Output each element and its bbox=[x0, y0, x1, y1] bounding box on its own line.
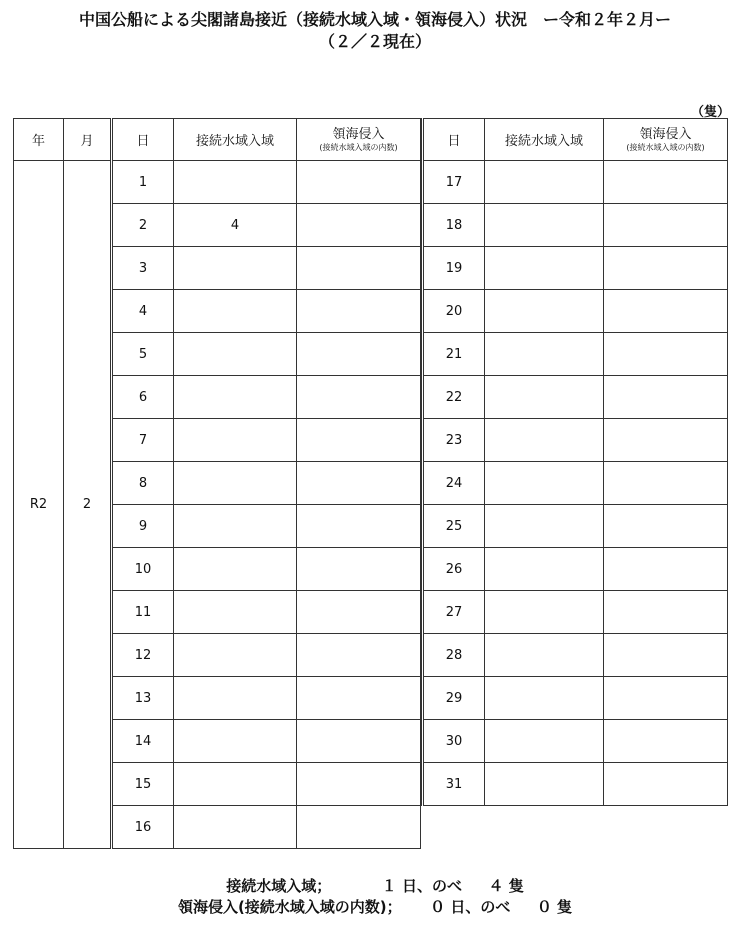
territorial-cell bbox=[604, 161, 728, 204]
day-cell: 25 bbox=[423, 505, 485, 548]
territorial-cell bbox=[604, 333, 728, 376]
day-cell: 4 bbox=[112, 290, 174, 333]
day-cell: 7 bbox=[112, 419, 174, 462]
table-row bbox=[423, 462, 728, 505]
territorial-cell bbox=[297, 720, 421, 763]
day-cell: 1 bbox=[112, 161, 174, 204]
territorial-cell bbox=[297, 677, 421, 720]
table-row bbox=[423, 763, 728, 806]
contiguous-cell bbox=[174, 161, 297, 204]
table-row bbox=[423, 161, 728, 204]
territorial-cell bbox=[604, 247, 728, 290]
table-row bbox=[423, 247, 728, 290]
contiguous-cell bbox=[485, 419, 604, 462]
day-cell: 18 bbox=[423, 204, 485, 247]
day-cell: 13 bbox=[112, 677, 174, 720]
territorial-cell bbox=[297, 247, 421, 290]
contiguous-cell bbox=[174, 548, 297, 591]
contiguous-cell bbox=[174, 806, 297, 849]
territorial-cell bbox=[297, 548, 421, 591]
day-cell: 23 bbox=[423, 419, 485, 462]
day-cell: 3 bbox=[112, 247, 174, 290]
table-header-row bbox=[423, 119, 728, 161]
territorial-cell bbox=[604, 204, 728, 247]
territorial-cell bbox=[604, 548, 728, 591]
contiguous-cell bbox=[485, 462, 604, 505]
table-row bbox=[423, 419, 728, 462]
day-cell: 6 bbox=[112, 376, 174, 419]
territorial-cell bbox=[604, 505, 728, 548]
summary-territorial-label: 領海侵入(接続水域入域の内数)； bbox=[177, 898, 402, 916]
summary-territorial-days: ０ 日、のべ bbox=[430, 898, 511, 916]
territorial-cell bbox=[297, 204, 421, 247]
table-header-row bbox=[14, 119, 421, 161]
report-title: 中国公船による尖閣諸島接近（接続水域入域・領海侵入）状況 ー令和２年２月ー bbox=[78, 10, 671, 29]
header-month: 月 bbox=[64, 119, 112, 161]
contiguous-cell bbox=[174, 591, 297, 634]
day-cell: 19 bbox=[423, 247, 485, 290]
territorial-cell bbox=[604, 591, 728, 634]
day-cell: 22 bbox=[423, 376, 485, 419]
territorial-cell bbox=[297, 290, 421, 333]
territorial-cell bbox=[297, 333, 421, 376]
contiguous-cell bbox=[485, 376, 604, 419]
territorial-cell bbox=[297, 376, 421, 419]
table-row bbox=[423, 548, 728, 591]
header-territorial-label: 領海侵入 bbox=[639, 126, 692, 142]
summary-territorial-count: ０ 隻 bbox=[536, 898, 573, 916]
summary-contiguous-days: １ 日、のべ bbox=[381, 877, 462, 895]
day-cell: 20 bbox=[423, 290, 485, 333]
header-contiguous: 接続水域入域 bbox=[485, 119, 604, 161]
contiguous-cell bbox=[174, 247, 297, 290]
contiguous-cell bbox=[174, 634, 297, 677]
day-cell: 9 bbox=[112, 505, 174, 548]
contiguous-cell bbox=[174, 462, 297, 505]
territorial-cell bbox=[297, 763, 421, 806]
day-cell: 27 bbox=[423, 591, 485, 634]
contiguous-cell bbox=[174, 376, 297, 419]
summary-contiguous-count: ４ 隻 bbox=[488, 877, 524, 895]
table-row bbox=[423, 290, 728, 333]
day-cell: 5 bbox=[112, 333, 174, 376]
territorial-cell bbox=[297, 161, 421, 204]
contiguous-cell bbox=[485, 591, 604, 634]
territorial-cell bbox=[604, 720, 728, 763]
territorial-cell bbox=[297, 634, 421, 677]
day-cell: 21 bbox=[423, 333, 485, 376]
contiguous-cell bbox=[174, 763, 297, 806]
header-territorial-label: 領海侵入 bbox=[332, 126, 385, 142]
day-cell: 11 bbox=[112, 591, 174, 634]
territorial-cell bbox=[604, 376, 728, 419]
territorial-cell bbox=[604, 763, 728, 806]
contiguous-cell bbox=[485, 548, 604, 591]
summary-contiguous-label: 接続水域入域； bbox=[226, 877, 332, 895]
contiguous-cell bbox=[485, 634, 604, 677]
territorial-cell bbox=[297, 505, 421, 548]
territorial-cell bbox=[604, 462, 728, 505]
contiguous-cell bbox=[485, 247, 604, 290]
summary-territorial bbox=[0, 897, 750, 917]
report-date: （２／２現在） bbox=[318, 32, 431, 51]
contiguous-cell bbox=[485, 763, 604, 806]
contiguous-cell bbox=[174, 677, 297, 720]
header-day: 日 bbox=[112, 119, 174, 161]
day-cell: 28 bbox=[423, 634, 485, 677]
day-cell: 16 bbox=[112, 806, 174, 849]
summary-contiguous bbox=[0, 876, 750, 896]
contiguous-cell: 4 bbox=[174, 204, 297, 247]
table-left bbox=[13, 118, 421, 849]
header-territorial-note: (接続水域入域の内数) bbox=[626, 142, 705, 152]
table-row bbox=[423, 376, 728, 419]
day-cell: 29 bbox=[423, 677, 485, 720]
header-territorial bbox=[297, 119, 421, 161]
contiguous-cell bbox=[174, 290, 297, 333]
contiguous-cell bbox=[174, 505, 297, 548]
contiguous-cell bbox=[174, 333, 297, 376]
year-cell: R2 bbox=[14, 161, 64, 849]
header-territorial-note: (接続水域入域の内数) bbox=[319, 142, 398, 152]
table-row bbox=[423, 634, 728, 677]
contiguous-cell bbox=[485, 290, 604, 333]
day-cell: 15 bbox=[112, 763, 174, 806]
month-cell: 2 bbox=[64, 161, 112, 849]
contiguous-cell bbox=[174, 720, 297, 763]
contiguous-cell bbox=[485, 720, 604, 763]
table-row bbox=[423, 505, 728, 548]
day-cell: 17 bbox=[423, 161, 485, 204]
day-cell: 12 bbox=[112, 634, 174, 677]
territorial-cell bbox=[297, 419, 421, 462]
table-row bbox=[14, 161, 421, 204]
day-cell: 10 bbox=[112, 548, 174, 591]
day-cell: 26 bbox=[423, 548, 485, 591]
day-cell: 24 bbox=[423, 462, 485, 505]
header-day: 日 bbox=[423, 119, 485, 161]
territorial-cell bbox=[604, 634, 728, 677]
table-row bbox=[423, 677, 728, 720]
day-cell: 31 bbox=[423, 763, 485, 806]
header-year: 年 bbox=[14, 119, 64, 161]
table-row bbox=[423, 591, 728, 634]
contiguous-cell bbox=[485, 204, 604, 247]
contiguous-cell bbox=[485, 333, 604, 376]
day-cell: 14 bbox=[112, 720, 174, 763]
territorial-cell bbox=[297, 591, 421, 634]
contiguous-cell bbox=[485, 677, 604, 720]
territorial-cell bbox=[604, 290, 728, 333]
territorial-cell bbox=[604, 677, 728, 720]
table-row bbox=[423, 204, 728, 247]
territorial-cell bbox=[297, 462, 421, 505]
contiguous-cell bbox=[485, 505, 604, 548]
day-cell: 30 bbox=[423, 720, 485, 763]
table-right bbox=[421, 118, 728, 806]
day-cell: 2 bbox=[112, 204, 174, 247]
table-row bbox=[423, 333, 728, 376]
header-contiguous: 接続水域入域 bbox=[174, 119, 297, 161]
table-row bbox=[423, 720, 728, 763]
contiguous-cell bbox=[485, 161, 604, 204]
contiguous-cell bbox=[174, 419, 297, 462]
territorial-cell bbox=[604, 419, 728, 462]
territorial-cell bbox=[297, 806, 421, 849]
header-territorial bbox=[604, 119, 728, 161]
unit-label: （隻） bbox=[690, 105, 730, 120]
day-cell: 8 bbox=[112, 462, 174, 505]
